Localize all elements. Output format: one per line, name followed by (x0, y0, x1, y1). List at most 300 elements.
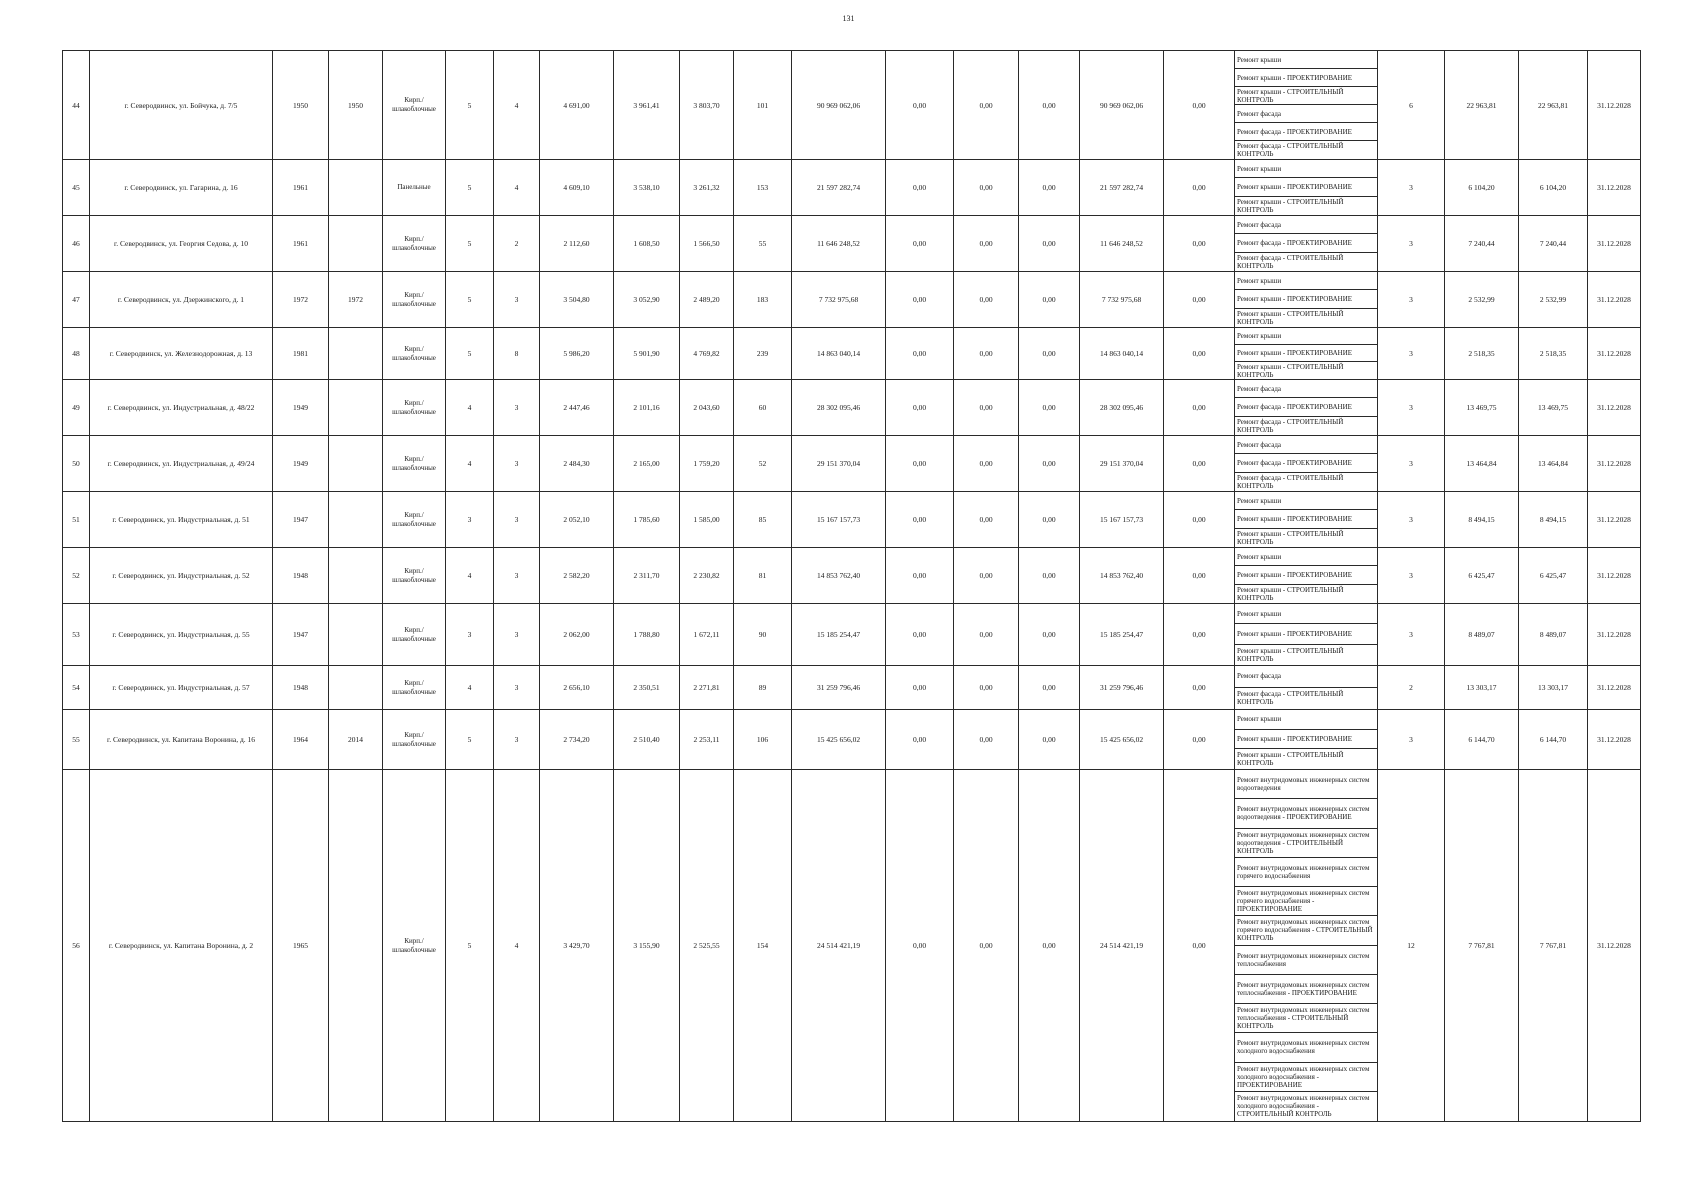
cell-deadline: 31.12.2028 (1588, 380, 1641, 436)
cell-residents: 239 (734, 328, 792, 380)
cell-work-count: 3 (1378, 160, 1445, 216)
cell-entrances: 3 (494, 666, 540, 710)
cell-fund-owners: 15 425 656,02 (1080, 710, 1164, 770)
cell-unit-cost: 22 963,81 (1445, 51, 1519, 160)
cell-num: 52 (63, 548, 90, 604)
work-item: Ремонт фасада (1235, 105, 1377, 123)
work-item: Ремонт фасада - СТРОИТЕЛЬНЫЙ КОНТРОЛЬ (1237, 690, 1344, 707)
cell-year-built: 1949 (273, 436, 329, 492)
table-row (63, 380, 1641, 436)
cell-fund-mun: 0,00 (1019, 710, 1080, 770)
cell-area-premises: 3 052,90 (614, 272, 680, 328)
cell-floors: 5 (446, 328, 494, 380)
cell-work-count: 3 (1378, 710, 1445, 770)
cell-area-living: 1 566,50 (680, 216, 734, 272)
table-row (63, 492, 1641, 548)
work-item: Ремонт внутридомовых инженерных систем горячего водоснабжения - СТРОИТЕЛЬНЫЙ КОНТРОЛЬ (1235, 916, 1377, 945)
work-item: Ремонт крыши (1235, 160, 1377, 178)
work-item: Ремонт крыши - ПРОЕКТИРОВАНИЕ (1235, 290, 1377, 308)
cell-fund-owners: 14 853 762,40 (1080, 548, 1164, 604)
cell-fund-owners: 31 259 796,46 (1080, 666, 1164, 710)
cell-max-cost: 2 518,35 (1519, 328, 1588, 380)
cell-area-premises: 5 901,90 (614, 328, 680, 380)
cell-max-cost: 13 303,17 (1519, 666, 1588, 710)
cell-area-premises: 2 311,70 (614, 548, 680, 604)
cell-residents: 154 (734, 770, 792, 1122)
cell-fund-fed: 0,00 (886, 492, 954, 548)
cell-work-count: 3 (1378, 216, 1445, 272)
cell-fund-fed: 0,00 (886, 548, 954, 604)
cell-total-area: 2 484,30 (540, 436, 614, 492)
cell-fund-other: 0,00 (1164, 770, 1235, 1122)
cell-year-built: 1965 (273, 770, 329, 1122)
cell-area-living: 2 230,82 (680, 548, 734, 604)
cell-unit-cost: 6 144,70 (1445, 710, 1519, 770)
cell-wall: Панельные (383, 160, 446, 216)
work-item: Ремонт фасада - ПРОЕКТИРОВАНИЕ (1235, 398, 1377, 416)
cell-fund-mun: 0,00 (1019, 216, 1080, 272)
cell-max-cost: 2 532,99 (1519, 272, 1588, 328)
cell-year-built: 1964 (273, 710, 329, 770)
cell-address: г. Северодвинск, ул. Дзержинского, д. 1 (90, 272, 273, 328)
cell-work-count: 3 (1378, 380, 1445, 436)
cell-residents: 52 (734, 436, 792, 492)
cell-area-living: 2 043,60 (680, 380, 734, 436)
cell-address: г. Северодвинск, ул. Индустриальная, д. 48/22 (90, 380, 273, 436)
cell-wall: Кирп./ шлакоблочные (383, 666, 446, 710)
cell-fund-reg: 0,00 (954, 436, 1019, 492)
cell-year-renov (329, 328, 383, 380)
cell-residents: 55 (734, 216, 792, 272)
cell-entrances: 3 (494, 548, 540, 604)
work-item: Ремонт фасада - ПРОЕКТИРОВАНИЕ (1235, 234, 1377, 252)
cell-total-area: 5 986,20 (540, 328, 614, 380)
cell-max-cost: 7 240,44 (1519, 216, 1588, 272)
cell-fund-mun: 0,00 (1019, 666, 1080, 710)
cell-residents: 183 (734, 272, 792, 328)
cell-year-renov (329, 666, 383, 710)
cell-num: 47 (63, 272, 90, 328)
cell-fund-reg: 0,00 (954, 770, 1019, 1122)
cell-fund-other: 0,00 (1164, 604, 1235, 666)
cell-max-cost: 6 144,70 (1519, 710, 1588, 770)
works-list (1235, 436, 1378, 492)
cell-num: 56 (63, 770, 90, 1122)
works-list (1235, 272, 1378, 328)
cell-area-living: 3 803,70 (680, 51, 734, 160)
work-item: Ремонт крыши - СТРОИТЕЛЬНЫЙ КОНТРОЛЬ (1237, 646, 1344, 663)
cell-unit-cost: 2 518,35 (1445, 328, 1519, 380)
work-item: Ремонт внутридомовых инженерных систем холодного водоснабжения - СТРОИТЕЛЬНЫЙ КОНТРОЛЬ (1237, 1094, 1370, 1119)
cell-unit-cost: 6 425,47 (1445, 548, 1519, 604)
cell-total-area: 2 582,20 (540, 548, 614, 604)
cell-area-living: 2 253,11 (680, 710, 734, 770)
work-item: Ремонт фасада - СТРОИТЕЛЬНЫЙ КОНТРОЛЬ (1237, 253, 1344, 270)
cell-fund-reg: 0,00 (954, 328, 1019, 380)
cell-fund-mun: 0,00 (1019, 604, 1080, 666)
work-item: Ремонт фасада (1235, 666, 1377, 688)
cell-year-renov (329, 604, 383, 666)
cell-residents: 81 (734, 548, 792, 604)
cell-address: г. Северодвинск, ул. Индустриальная, д. 49/24 (90, 436, 273, 492)
cell-fund-reg: 0,00 (954, 51, 1019, 160)
cell-wall: Кирп./ шлакоблочные (383, 436, 446, 492)
cell-floors: 5 (446, 51, 494, 160)
cell-fund-reg: 0,00 (954, 216, 1019, 272)
cell-fund-fed: 0,00 (886, 710, 954, 770)
cell-address: г. Северодвинск, ул. Капитана Воронина, д. 16 (90, 710, 273, 770)
table-row (63, 216, 1641, 272)
cell-total-cost: 21 597 282,74 (792, 160, 886, 216)
cell-fund-owners: 7 732 975,68 (1080, 272, 1164, 328)
work-item: Ремонт внутридомовых инженерных систем горячего водоснабжения - ПРОЕКТИРОВАНИЕ (1235, 887, 1377, 916)
cell-area-living: 2 271,81 (680, 666, 734, 710)
cell-total-cost: 31 259 796,46 (792, 666, 886, 710)
cell-num: 55 (63, 710, 90, 770)
cell-area-premises: 2 510,40 (614, 710, 680, 770)
cell-residents: 90 (734, 604, 792, 666)
cell-fund-mun: 0,00 (1019, 272, 1080, 328)
work-item: Ремонт крыши (1235, 604, 1377, 624)
cell-year-built: 1981 (273, 328, 329, 380)
cell-work-count: 3 (1378, 328, 1445, 380)
work-item: Ремонт фасада (1235, 216, 1377, 234)
cell-total-area: 2 062,00 (540, 604, 614, 666)
cell-fund-reg: 0,00 (954, 380, 1019, 436)
cell-num: 50 (63, 436, 90, 492)
work-item: Ремонт крыши - СТРОИТЕЛЬНЫЙ КОНТРОЛЬ (1237, 529, 1344, 546)
cell-num: 44 (63, 51, 90, 160)
cell-unit-cost: 6 104,20 (1445, 160, 1519, 216)
cell-fund-fed: 0,00 (886, 436, 954, 492)
cell-deadline: 31.12.2028 (1588, 666, 1641, 710)
work-item: Ремонт внутридомовых инженерных систем водоотведения (1235, 770, 1377, 799)
cell-fund-fed: 0,00 (886, 770, 954, 1122)
cell-max-cost: 22 963,81 (1519, 51, 1588, 160)
cell-fund-owners: 15 185 254,47 (1080, 604, 1164, 666)
cell-entrances: 3 (494, 272, 540, 328)
works-list (1235, 492, 1378, 548)
cell-total-area: 3 504,80 (540, 272, 614, 328)
work-item: Ремонт фасада - СТРОИТЕЛЬНЫЙ КОНТРОЛЬ (1237, 417, 1344, 434)
table-row (63, 272, 1641, 328)
cell-residents: 101 (734, 51, 792, 160)
cell-floors: 3 (446, 604, 494, 666)
cell-residents: 106 (734, 710, 792, 770)
cell-total-area: 4 691,00 (540, 51, 614, 160)
cell-address: г. Северодвинск, ул. Индустриальная, д. 51 (90, 492, 273, 548)
cell-total-cost: 15 185 254,47 (792, 604, 886, 666)
cell-floors: 3 (446, 492, 494, 548)
cell-fund-reg: 0,00 (954, 492, 1019, 548)
work-item: Ремонт внутридомовых инженерных систем водоотведения - ПРОЕКТИРОВАНИЕ (1235, 799, 1377, 828)
cell-year-built: 1948 (273, 666, 329, 710)
cell-area-premises: 2 101,16 (614, 380, 680, 436)
cell-total-area: 4 609,10 (540, 160, 614, 216)
cell-address: г. Северодвинск, ул. Железнодорожная, д. 13 (90, 328, 273, 380)
cell-entrances: 4 (494, 160, 540, 216)
table-row (63, 436, 1641, 492)
cell-total-area: 2 734,20 (540, 710, 614, 770)
cell-year-built: 1961 (273, 216, 329, 272)
cell-max-cost: 8 494,15 (1519, 492, 1588, 548)
cell-fund-mun: 0,00 (1019, 51, 1080, 160)
cell-area-premises: 2 165,00 (614, 436, 680, 492)
work-item: Ремонт крыши - ПРОЕКТИРОВАНИЕ (1235, 566, 1377, 584)
work-item: Ремонт крыши (1235, 51, 1377, 69)
cell-fund-other: 0,00 (1164, 436, 1235, 492)
cell-fund-owners: 29 151 370,04 (1080, 436, 1164, 492)
cell-total-cost: 15 425 656,02 (792, 710, 886, 770)
cell-fund-owners: 24 514 421,19 (1080, 770, 1164, 1122)
cell-fund-mun: 0,00 (1019, 160, 1080, 216)
cell-total-cost: 11 646 248,52 (792, 216, 886, 272)
cell-deadline: 31.12.2028 (1588, 160, 1641, 216)
cell-total-cost: 90 969 062,06 (792, 51, 886, 160)
work-item: Ремонт внутридомовых инженерных систем холодного водоснабжения (1235, 1033, 1377, 1062)
cell-floors: 5 (446, 710, 494, 770)
cell-residents: 153 (734, 160, 792, 216)
cell-total-area: 3 429,70 (540, 770, 614, 1122)
works-list (1235, 380, 1378, 436)
cell-unit-cost: 7 240,44 (1445, 216, 1519, 272)
cell-entrances: 8 (494, 328, 540, 380)
cell-unit-cost: 8 489,07 (1445, 604, 1519, 666)
work-item: Ремонт фасада (1235, 436, 1377, 454)
cell-fund-owners: 28 302 095,46 (1080, 380, 1164, 436)
work-item: Ремонт крыши - СТРОИТЕЛЬНЫЙ КОНТРОЛЬ (1237, 362, 1344, 379)
cell-wall: Кирп./ шлакоблочные (383, 548, 446, 604)
cell-wall: Кирп./ шлакоблочные (383, 492, 446, 548)
cell-wall: Кирп./ шлакоблочные (383, 710, 446, 770)
work-item: Ремонт фасада (1235, 380, 1377, 398)
cell-fund-mun: 0,00 (1019, 492, 1080, 548)
cell-area-premises: 1 785,60 (614, 492, 680, 548)
cell-address: г. Северодвинск, ул. Гагарина, д. 16 (90, 160, 273, 216)
cell-num: 49 (63, 380, 90, 436)
cell-fund-fed: 0,00 (886, 272, 954, 328)
cell-max-cost: 6 425,47 (1519, 548, 1588, 604)
cell-fund-owners: 21 597 282,74 (1080, 160, 1164, 216)
cell-deadline: 31.12.2028 (1588, 436, 1641, 492)
cell-fund-reg: 0,00 (954, 710, 1019, 770)
cell-year-renov: 1950 (329, 51, 383, 160)
cell-fund-reg: 0,00 (954, 272, 1019, 328)
cell-floors: 4 (446, 436, 494, 492)
cell-area-living: 2 489,20 (680, 272, 734, 328)
cell-work-count: 3 (1378, 272, 1445, 328)
cell-fund-owners: 90 969 062,06 (1080, 51, 1164, 160)
cell-area-living: 1 672,11 (680, 604, 734, 666)
cell-floors: 4 (446, 380, 494, 436)
cell-year-renov (329, 380, 383, 436)
cell-total-cost: 14 853 762,40 (792, 548, 886, 604)
cell-fund-reg: 0,00 (954, 548, 1019, 604)
cell-fund-reg: 0,00 (954, 666, 1019, 710)
cell-fund-fed: 0,00 (886, 666, 954, 710)
cell-deadline: 31.12.2028 (1588, 51, 1641, 160)
cell-fund-other: 0,00 (1164, 328, 1235, 380)
work-item: Ремонт крыши - СТРОИТЕЛЬНЫЙ КОНТРОЛЬ (1235, 87, 1377, 105)
cell-area-living: 3 261,32 (680, 160, 734, 216)
table-row (63, 770, 1641, 1122)
cell-num: 45 (63, 160, 90, 216)
cell-year-built: 1948 (273, 548, 329, 604)
cell-deadline: 31.12.2028 (1588, 492, 1641, 548)
work-item: Ремонт фасада - СТРОИТЕЛЬНЫЙ КОНТРОЛЬ (1237, 473, 1344, 490)
cell-entrances: 4 (494, 51, 540, 160)
cell-unit-cost: 8 494,15 (1445, 492, 1519, 548)
cell-address: г. Северодвинск, ул. Капитана Воронина, д. 2 (90, 770, 273, 1122)
cell-num: 54 (63, 666, 90, 710)
cell-area-premises: 3 155,90 (614, 770, 680, 1122)
work-item: Ремонт внутридомовых инженерных систем водоотведения - СТРОИТЕЛЬНЫЙ КОНТРОЛЬ (1235, 829, 1377, 858)
cell-work-count: 3 (1378, 436, 1445, 492)
cell-fund-owners: 11 646 248,52 (1080, 216, 1164, 272)
cell-fund-mun: 0,00 (1019, 770, 1080, 1122)
cell-deadline: 31.12.2028 (1588, 710, 1641, 770)
cell-wall: Кирп./ шлакоблочные (383, 604, 446, 666)
cell-fund-mun: 0,00 (1019, 436, 1080, 492)
cell-entrances: 4 (494, 770, 540, 1122)
cell-area-living: 1 585,00 (680, 492, 734, 548)
table-row (63, 328, 1641, 380)
cell-year-built: 1961 (273, 160, 329, 216)
table-row (63, 548, 1641, 604)
cell-entrances: 3 (494, 492, 540, 548)
cell-deadline: 31.12.2028 (1588, 548, 1641, 604)
cell-total-cost: 29 151 370,04 (792, 436, 886, 492)
work-item: Ремонт внутридомовых инженерных систем теплоснабжения (1235, 946, 1377, 975)
cell-unit-cost: 7 767,81 (1445, 770, 1519, 1122)
cell-area-premises: 2 350,51 (614, 666, 680, 710)
cell-floors: 5 (446, 216, 494, 272)
cell-fund-other: 0,00 (1164, 272, 1235, 328)
works-list (1235, 770, 1378, 1122)
cell-year-built: 1949 (273, 380, 329, 436)
cell-fund-mun: 0,00 (1019, 328, 1080, 380)
cell-wall: Кирп./ шлакоблочные (383, 272, 446, 328)
cell-total-cost: 7 732 975,68 (792, 272, 886, 328)
cell-area-premises: 3 538,10 (614, 160, 680, 216)
cell-residents: 85 (734, 492, 792, 548)
works-list (1235, 160, 1378, 216)
cell-fund-fed: 0,00 (886, 328, 954, 380)
cell-unit-cost: 13 469,75 (1445, 380, 1519, 436)
work-item: Ремонт крыши - СТРОИТЕЛЬНЫЙ КОНТРОЛЬ (1237, 309, 1344, 326)
cell-residents: 60 (734, 380, 792, 436)
work-item: Ремонт крыши (1235, 328, 1377, 345)
cell-floors: 4 (446, 548, 494, 604)
cell-fund-other: 0,00 (1164, 380, 1235, 436)
works-list (1235, 216, 1378, 272)
table-row (63, 604, 1641, 666)
work-item: Ремонт крыши - ПРОЕКТИРОВАНИЕ (1235, 624, 1377, 644)
cell-num: 53 (63, 604, 90, 666)
cell-fund-fed: 0,00 (886, 51, 954, 160)
work-item: Ремонт внутридомовых инженерных систем теплоснабжения - ПРОЕКТИРОВАНИЕ (1235, 975, 1377, 1004)
work-item: Ремонт фасада - СТРОИТЕЛЬНЫЙ КОНТРОЛЬ (1237, 142, 1344, 158)
cell-floors: 4 (446, 666, 494, 710)
cell-deadline: 31.12.2028 (1588, 216, 1641, 272)
cell-deadline: 31.12.2028 (1588, 770, 1641, 1122)
cell-fund-owners: 15 167 157,73 (1080, 492, 1164, 548)
cell-entrances: 3 (494, 380, 540, 436)
work-item: Ремонт внутридомовых инженерных систем горячего водоснабжения (1235, 858, 1377, 887)
cell-fund-fed: 0,00 (886, 604, 954, 666)
cell-total-cost: 14 863 040,14 (792, 328, 886, 380)
cell-floors: 5 (446, 160, 494, 216)
cell-year-built: 1947 (273, 604, 329, 666)
cell-max-cost: 8 489,07 (1519, 604, 1588, 666)
cell-num: 46 (63, 216, 90, 272)
cell-work-count: 6 (1378, 51, 1445, 160)
works-list (1235, 328, 1378, 380)
work-item: Ремонт крыши - СТРОИТЕЛЬНЫЙ КОНТРОЛЬ (1237, 751, 1344, 768)
work-item: Ремонт фасада - ПРОЕКТИРОВАНИЕ (1235, 123, 1377, 141)
cell-year-built: 1972 (273, 272, 329, 328)
cell-wall: Кирп./ шлакоблочные (383, 770, 446, 1122)
table-body (63, 51, 1641, 1122)
cell-year-renov: 1972 (329, 272, 383, 328)
works-list (1235, 666, 1378, 710)
table-row (63, 160, 1641, 216)
cell-work-count: 2 (1378, 666, 1445, 710)
cell-deadline: 31.12.2028 (1588, 272, 1641, 328)
cell-wall: Кирп./ шлакоблочные (383, 328, 446, 380)
cell-work-count: 3 (1378, 604, 1445, 666)
cell-work-count: 3 (1378, 548, 1445, 604)
cell-year-renov (329, 548, 383, 604)
work-item: Ремонт крыши - ПРОЕКТИРОВАНИЕ (1235, 345, 1377, 362)
cell-max-cost: 13 469,75 (1519, 380, 1588, 436)
cell-fund-other: 0,00 (1164, 51, 1235, 160)
cell-fund-mun: 0,00 (1019, 380, 1080, 436)
cell-residents: 89 (734, 666, 792, 710)
work-item: Ремонт крыши (1235, 710, 1377, 730)
cell-fund-other: 0,00 (1164, 216, 1235, 272)
cell-max-cost: 6 104,20 (1519, 160, 1588, 216)
work-item: Ремонт крыши (1235, 548, 1377, 566)
table-row (63, 666, 1641, 710)
cell-max-cost: 13 464,84 (1519, 436, 1588, 492)
work-item: Ремонт крыши (1235, 492, 1377, 510)
table-row (63, 51, 1641, 160)
cell-year-renov (329, 770, 383, 1122)
cell-year-renov (329, 160, 383, 216)
works-list (1235, 604, 1378, 666)
cell-fund-owners: 14 863 040,14 (1080, 328, 1164, 380)
cell-total-area: 2 447,46 (540, 380, 614, 436)
table-row (63, 710, 1641, 770)
work-item: Ремонт крыши - СТРОИТЕЛЬНЫЙ КОНТРОЛЬ (1237, 197, 1344, 214)
work-item: Ремонт крыши (1235, 272, 1377, 290)
cell-unit-cost: 2 532,99 (1445, 272, 1519, 328)
cell-fund-fed: 0,00 (886, 160, 954, 216)
works-list (1235, 51, 1378, 160)
cell-area-living: 4 769,82 (680, 328, 734, 380)
cell-entrances: 2 (494, 216, 540, 272)
cell-deadline: 31.12.2028 (1588, 328, 1641, 380)
cell-work-count: 12 (1378, 770, 1445, 1122)
cell-num: 51 (63, 492, 90, 548)
works-list (1235, 548, 1378, 604)
cell-deadline: 31.12.2028 (1588, 604, 1641, 666)
cell-area-premises: 1 608,50 (614, 216, 680, 272)
cell-num: 48 (63, 328, 90, 380)
cell-year-renov (329, 216, 383, 272)
cell-total-cost: 15 167 157,73 (792, 492, 886, 548)
